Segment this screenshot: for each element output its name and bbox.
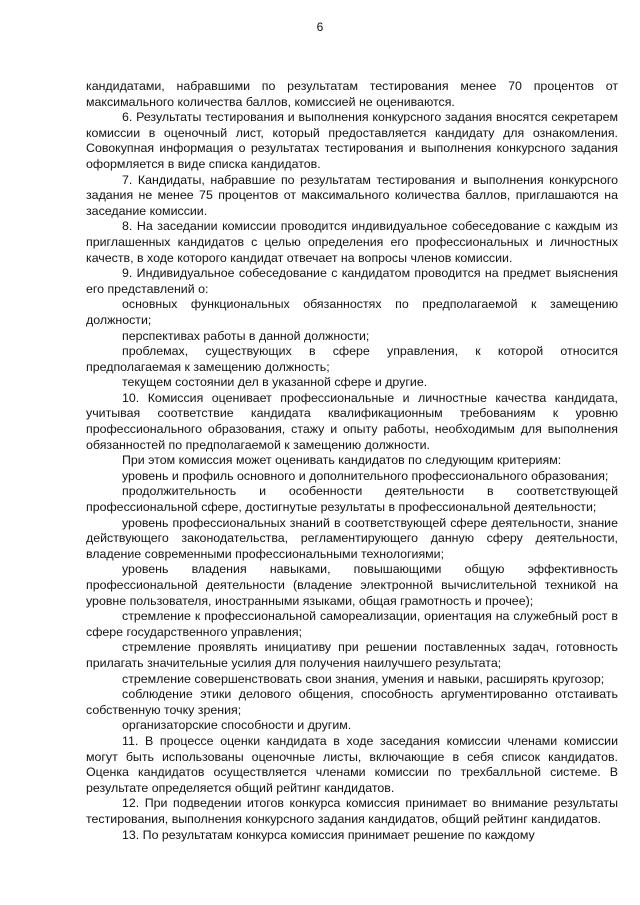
- paragraph: 13. По результатам конкурса комиссия принимает решение по каждому: [122, 827, 535, 842]
- paragraph: 11. В процессе оценки кандидата в ходе заседания комиссии членами комиссии могут быть использованы оценочные листы, включающие в себя список кандидатов. Оценка кандидатов осуществляется членами комиссии по трехбалльной системе. В результате определяется общий рейтинг кандидатов.: [86, 733, 618, 795]
- list-item: стремление к профессиональной самореализации, ориентация на служебный рост в сфере государственного управления;: [86, 609, 618, 639]
- list-item: организаторские способности и другим.: [122, 718, 352, 733]
- page-number: 6: [316, 20, 324, 34]
- paragraph: 6. Результаты тестирования и выполнения конкурсного задания вносятся секретарем комиссии в оценочный лист, который предоставляется кандидату для ознакомления. Совокупная информация о результатах тестирования и выполнения конкурсного задания оформляется в виде списка кандидатов.: [86, 110, 618, 171]
- list-item: уровень профессиональных знаний в соответствующей сфере деятельности, знание действующего законодательства, регламентирующего данную сферу деятельности, владение современными профессиональными технологиями;: [86, 515, 618, 561]
- paragraph: 8. На заседании комиссии проводится индивидуальное собеседование с каждым из приглашенных кандидатов с целью определения его профессиональных и личностных качеств, в ходе которого кандидат отвечает на вопросы членов комиссии.: [86, 219, 618, 265]
- list-item: основных функциональных обязанностях по предполагаемой к замещению должности;: [86, 297, 618, 327]
- list-item: стремление совершенствовать свои знания, умения и навыки, расширять кругозор;: [122, 671, 605, 686]
- list-item: уровень владения навыками, повышающими общую эффективность профессиональной деятельности (владение электронной вычислительной техникой на уровне пользователя, иностранными языками, общая грамотность и прочее);: [86, 562, 618, 608]
- list-item: перспективах работы в данной должности;: [122, 328, 370, 343]
- paragraph: При этом комиссия может оценивать кандидатов по следующим критериям:: [122, 453, 562, 468]
- list-item: уровень и профиль основного и дополнительного профессионального образования;: [122, 468, 609, 483]
- paragraph: 10. Комиссия оценивает профессиональные и личностные качества кандидата, учитывая соответствие кандидата квалификационным требованиям к уровню профессионального образования, стажу и опыту работы, необходимым для выполнения обязанностей по предполагаемой к замещению должности.: [86, 390, 618, 452]
- list-item: проблемах, существующих в сфере управления, к которой относится предполагаемая к замещению должность;: [86, 344, 618, 374]
- paragraph: кандидатами, набравшими по результатам тестирования менее 70 процентов от максимального количества баллов, комиссией не оцениваются.: [86, 79, 618, 109]
- list-item: стремление проявлять инициативу при решении поставленных задач, готовность прилагать значительные усилия для получения наилучшего результата;: [86, 640, 618, 670]
- paragraph: 7. Кандидаты, набравшие по результатам тестирования и выполнения конкурсного задания не менее 75 процентов от максимального количества баллов, приглашаются на заседание комиссии.: [86, 172, 618, 218]
- list-item: текущем состоянии дел в указанной сфере и другие.: [122, 375, 428, 390]
- paragraph: 12. При подведении итогов конкурса комиссия принимает во внимание результаты тестирования, выполнения конкурсного задания кандидатов, общий рейтинг кандидатов.: [86, 796, 618, 826]
- list-item: продолжительность и особенности деятельности в соответствующей профессиональной сфере, достигнутые результаты в профессиональной деятельности;: [86, 484, 618, 515]
- list-item: соблюдение этики делового общения, способность аргументированно отстаивать собственную точку зрения;: [86, 687, 618, 717]
- document-body: [86, 79, 618, 843]
- paragraph: 9. Индивидуальное собеседование с кандидатом проводится на предмет выяснения его представлений о:: [86, 266, 618, 296]
